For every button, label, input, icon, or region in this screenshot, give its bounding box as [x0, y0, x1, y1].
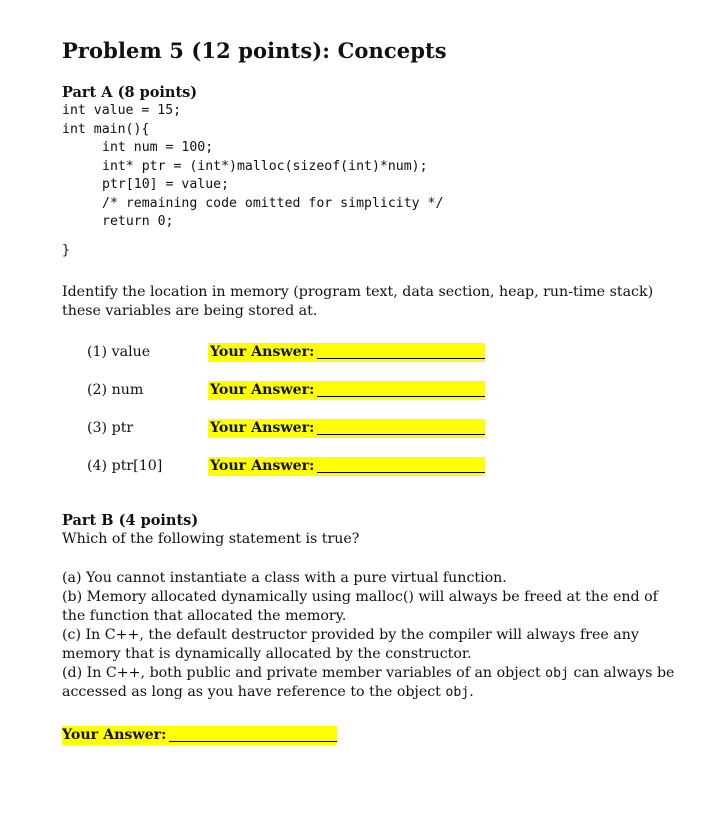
choice-a: (a) You cannot instantiate a class with a pure virtual function.	[62, 570, 507, 586]
question-line: these variables are being stored at.	[62, 303, 318, 319]
choice-b-line: the function that allocated the memory.	[62, 608, 347, 624]
part-a-title: Part A (8 points)	[62, 84, 198, 101]
code-line: int* ptr = (int*)malloc(sizeof(int)*num);	[102, 158, 428, 174]
choice-d-text: can always be	[568, 665, 675, 681]
answer-field[interactable]	[208, 419, 485, 438]
variable-label: (2) num	[87, 382, 144, 398]
answer-blank[interactable]	[317, 422, 485, 435]
document-page	[62, 38, 684, 745]
answer-label: Your Answer:	[62, 727, 167, 743]
part-b-section	[62, 511, 684, 745]
answer-label: Your Answer:	[210, 458, 315, 474]
answer-row	[87, 455, 684, 477]
answer-field[interactable]	[208, 381, 485, 400]
choice-d-line	[62, 683, 684, 702]
problem-title: Problem 5 (12 points): Concepts	[62, 38, 447, 63]
code-line: int num = 100;	[102, 140, 214, 155]
code-block	[62, 102, 684, 260]
choice-b-line: (b) Memory allocated dynamically using malloc() will always be freed at the end of	[62, 589, 658, 605]
answer-label: Your Answer:	[210, 420, 315, 436]
inline-code: obj	[545, 666, 569, 681]
code-line: /* remaining code omitted for simplicity */	[102, 195, 444, 211]
part-b-question: Which of the following statement is true?	[62, 531, 360, 547]
part-a-question	[62, 283, 684, 321]
code-line: }	[62, 242, 70, 258]
answer-blank[interactable]	[317, 346, 485, 359]
question-line: Identify the location in memory (program text, data section, heap, run-time stack)	[62, 284, 654, 300]
choice-d-text: (d) In C++, both public and private member variables of an object	[62, 665, 546, 681]
inline-code: obj	[445, 685, 470, 700]
choice-list	[62, 569, 684, 702]
choice-d-line	[62, 664, 684, 683]
variable-label: (1) value	[87, 344, 151, 360]
part-b-title: Part B (4 points)	[62, 512, 199, 529]
code-line: return 0;	[102, 214, 174, 229]
answer-row	[87, 417, 684, 439]
choice-d-text: .	[469, 684, 474, 700]
answer-list	[87, 341, 684, 477]
answer-label: Your Answer:	[210, 382, 315, 398]
answer-blank[interactable]	[317, 384, 485, 397]
answer-field[interactable]	[208, 343, 485, 362]
answer-field[interactable]	[62, 726, 337, 745]
choice-c-line: memory that is dynamically allocated by the constructor.	[62, 646, 472, 662]
choice-c-line: (c) In C++, the default destructor provided by the compiler will always free any	[62, 627, 639, 643]
variable-label: (4) ptr[10]	[87, 458, 163, 474]
answer-field[interactable]	[208, 457, 485, 476]
answer-row	[87, 341, 684, 363]
part-b-answer-row	[62, 724, 684, 745]
answer-blank[interactable]	[169, 729, 337, 742]
code-line: int main(){	[62, 121, 150, 137]
variable-label: (3) ptr	[87, 420, 134, 436]
answer-row	[87, 379, 684, 401]
code-line: ptr[10] = value;	[102, 177, 230, 192]
choice-d-text: accessed as long as you have reference to the object	[62, 684, 446, 700]
answer-blank[interactable]	[317, 460, 485, 473]
code-line: int value = 15;	[62, 103, 182, 118]
answer-label: Your Answer:	[210, 344, 315, 360]
